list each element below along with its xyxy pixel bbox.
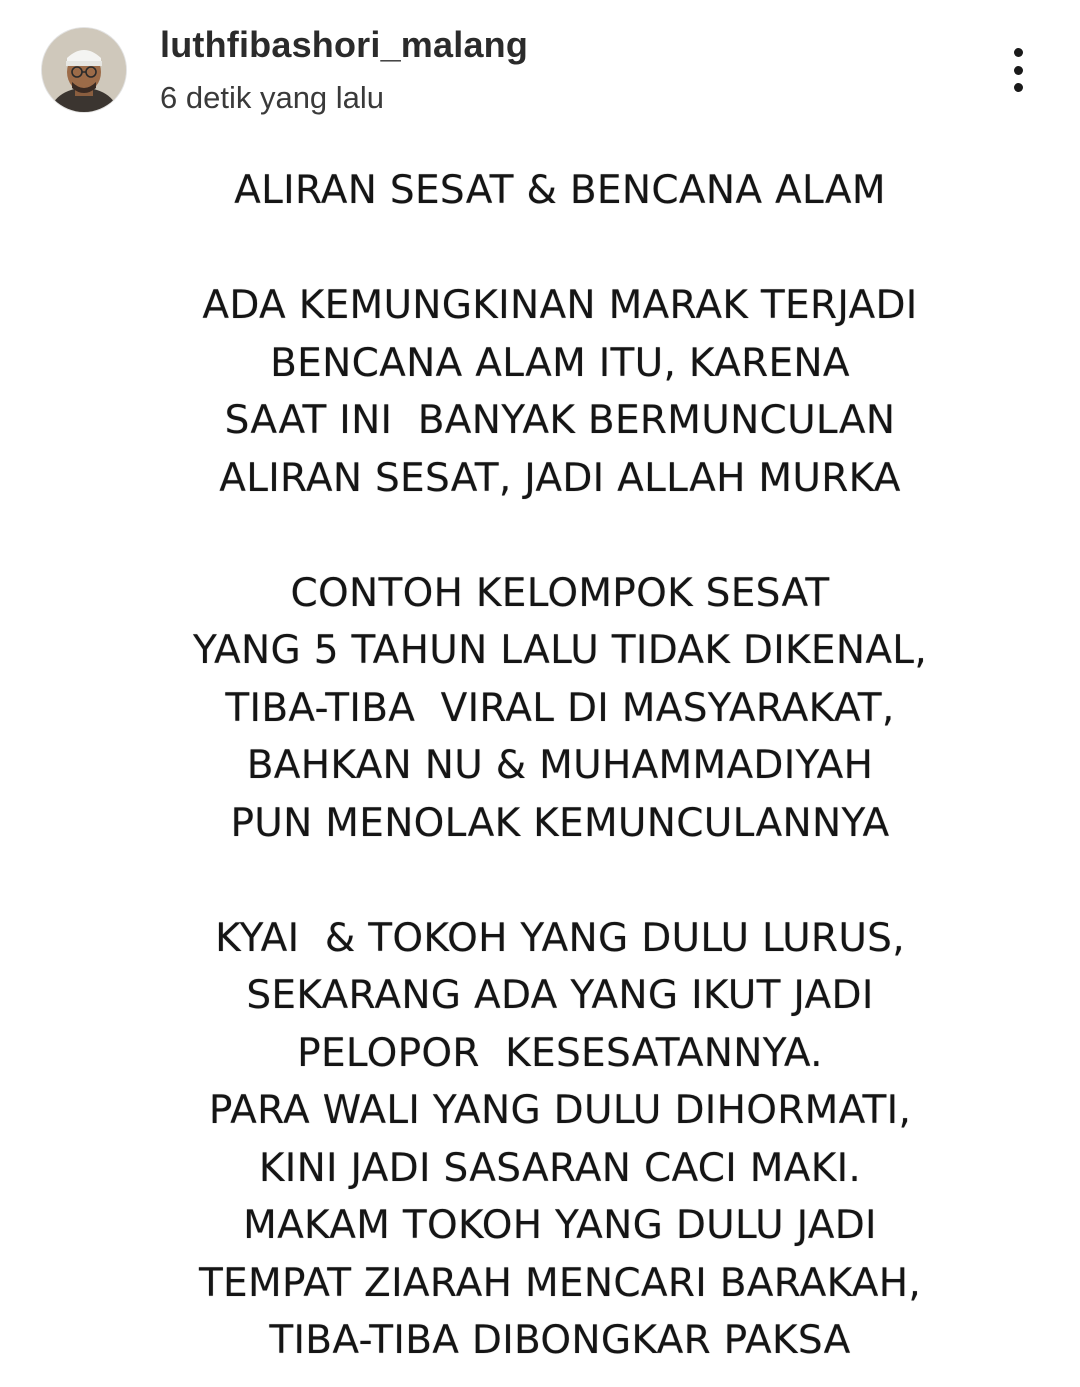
image-text-line: TIBA-TIBA DIBONGKAR PAKSA (269, 1318, 851, 1363)
avatar[interactable] (42, 28, 126, 112)
image-text-line: PARA WALI YANG DULU DIHORMATI, (208, 1088, 912, 1133)
image-text-line: KYAI & TOKOH YANG DULU LURUS, (215, 915, 905, 961)
image-text-line: SAAT INI BANYAK BERMUNCULAN (224, 398, 896, 443)
username[interactable]: luthfibashori_malang (160, 24, 529, 65)
image-text-line (0, 852, 1080, 910)
avatar-photo-icon (42, 28, 126, 112)
image-text-line (0, 220, 1080, 278)
image-text-line: TIBA-TIBA VIRAL DI MASYARAKAT, (225, 685, 895, 731)
vertical-ellipsis-icon (1014, 66, 1023, 75)
image-text-line: BAHKAN NU & MUHAMMADIYAH (246, 743, 874, 788)
vertical-ellipsis-icon (1014, 83, 1023, 92)
image-text-title: ALIRAN SESAT & BENCANA ALAM (234, 168, 886, 213)
image-text-line: ADA KEMUNGKINAN MARAK TERJADI (202, 283, 918, 328)
post-header (0, 0, 1080, 140)
post-timestamp: 6 detik yang lalu (160, 80, 385, 115)
post-image[interactable] (0, 140, 1080, 1387)
more-options-button[interactable] (996, 40, 1040, 100)
vertical-ellipsis-icon (1014, 48, 1023, 57)
image-text-line: CONTOH KELOMPOK SESAT (290, 570, 830, 616)
image-text-line: SEKARANG ADA YANG IKUT JADI (246, 973, 874, 1018)
image-text-line: MAKAM TOKOH YANG DULU JADI (243, 1203, 877, 1248)
image-text-line: YANG 5 TAHUN LALU TIDAK DIKENAL, (192, 628, 928, 673)
image-text-line: TEMPAT ZIARAH MENCARI BARAKAH, (198, 1260, 922, 1306)
image-text-line: PUN MENOLAK KEMUNCULANNYA (230, 800, 890, 846)
image-text-line: BENCANA ALAM ITU, KARENA (270, 340, 850, 386)
image-text-line (0, 507, 1080, 565)
post-image-text (0, 162, 1080, 1370)
image-text-line: PELOPOR KESESATANNYA. (297, 1030, 823, 1076)
image-text-line: ALIRAN SESAT, JADI ALLAH MURKA (219, 455, 901, 501)
image-text-line: KINI JADI SASARAN CACI MAKI. (258, 1145, 862, 1191)
